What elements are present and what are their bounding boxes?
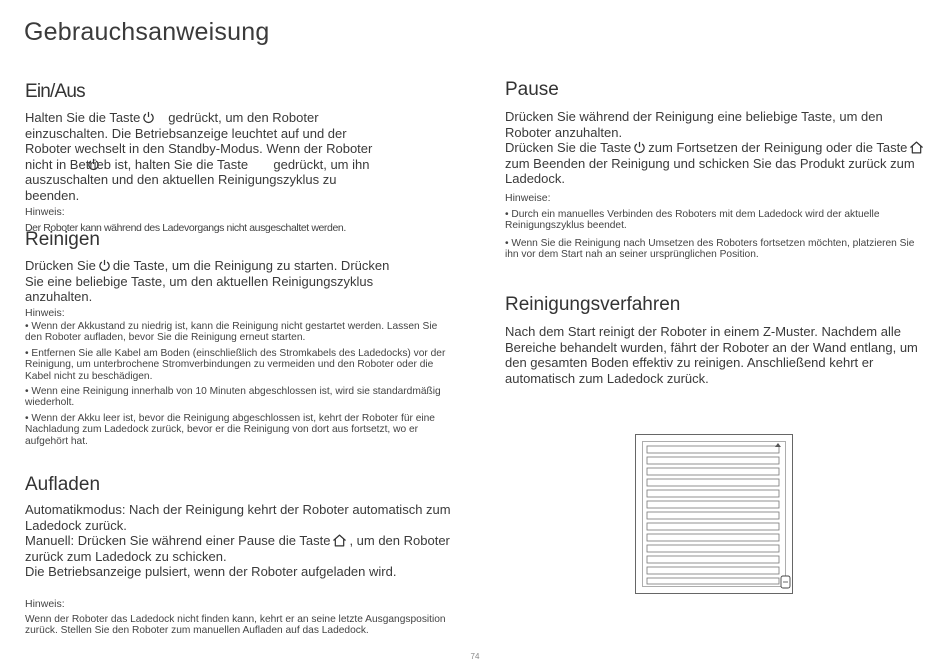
ein-aus-line-4b: gedrückt, um ihn — [273, 156, 370, 172]
section-heading-reinigungsverfahren: Reinigungsverfahren — [505, 294, 681, 315]
reinigen-line-1a: Drücken Sie — [25, 258, 96, 273]
aufladen-text-4: Die Betriebsanzeige pulsiert, wenn der Roboter aufgeladen wird. — [25, 564, 397, 580]
pause-note-list — [505, 209, 925, 265]
section-body-reinigen — [25, 258, 455, 305]
aufladen-text-1: Automatikmodus: Nach der Reinigung kehrt der Roboter automatisch zum Ladedock zurück. — [25, 502, 451, 533]
pause-text-3: zum Fortsetzen der Reinigung oder die — [648, 140, 873, 156]
section-body-pause — [505, 109, 930, 187]
section-heading-pause: Pause — [505, 79, 559, 100]
reinigen-line-2: Sie eine beliebige Taste, um den aktuellen Reinigungszyklus — [25, 273, 374, 289]
section-heading-ein-aus: Ein/Aus — [25, 81, 85, 102]
reinigen-line-1b: die Taste, um die Reinigung zu starten. Drücken — [112, 258, 390, 273]
power-icon — [87, 158, 100, 176]
pause-note-item: • Durch ein manuelles Verbinden des Roboters mit dem Ladedock wird der aktuelle Reinigungszyklus beendet. — [505, 209, 880, 232]
page-title: Gebrauchsanweisung — [24, 18, 270, 46]
power-icon — [633, 141, 646, 154]
section-heading-reinigen: Reinigen — [25, 229, 100, 250]
ein-aus-note: Der Roboter kann während des Ladevorgangs nicht ausgeschaltet werden. — [25, 222, 346, 234]
pause-text-5: zum Beenden der Reinigung und schicken Sie das Produkt zurück zum Ladedock. — [505, 155, 915, 187]
charging-dock-icon — [781, 576, 790, 588]
pause-text-2: Drücken Sie die Taste — [505, 140, 632, 156]
pause-note-label: Hinweise: — [505, 192, 551, 204]
aufladen-note: Wenn der Roboter das Ladedock nicht finden kann, kehrt er an seine letzte Ausgangsposition zurück. Stellen Sie den Roboter zum manuellen Aufladen auf das Ladedock. — [25, 614, 446, 637]
ein-aus-line-2: einzuschalten. Die Betriebsanzeige leuchtet auf und der — [25, 125, 347, 141]
aufladen-text-2: Manuell: Drücken Sie während einer Pause die Taste — [25, 533, 331, 549]
reinigen-note-item: • Wenn der Akku leer ist, bevor die Reinigung abgeschlossen ist, kehrt der Roboter für eine Nachladung zum Ladedock zurück, bevor er die Reinigung von dort aus fortsetzt, wo er aufgehört hat. — [25, 412, 435, 447]
pause-text-1: Drücken Sie während der Reinigung eine beliebige Taste, um den Roboter anzuhalten. — [505, 109, 883, 140]
z-pattern-diagram — [635, 434, 793, 594]
ein-aus-line-1a: Halten Sie die Taste — [25, 110, 141, 125]
reinigen-note-item: • Wenn eine Reinigung innerhalb von 10 Minuten abgeschlossen ist, wird sie standardmäßig wiederholt. — [25, 386, 441, 409]
pause-text-4: Taste — [876, 140, 908, 156]
page-number: 74 — [470, 652, 480, 661]
section-body-ein-aus — [25, 110, 455, 204]
reinigen-note-item: • Wenn der Akkustand zu niedrig ist, kann die Reinigung nicht gestartet werden. Lassen Sie den Roboter aufladen, bevor Sie die Reinigung erneut starten. — [25, 321, 438, 344]
reinigen-note-item: • Entfernen Sie alle Kabel am Boden (einschließlich des Stromkabels des Ladedocks) vor der Reinigung, um unterbrochene Stromverbindungen zu vermeiden und den Roboter oder die Kabel nicht zu beschädigen. — [25, 347, 446, 382]
ein-aus-line-5: auszuschalten und den aktuellen Reinigungszyklus zu — [25, 172, 337, 188]
ein-aus-line-3: Roboter wechselt in den Standby-Modus. Wenn der Roboter — [25, 141, 373, 157]
home-icon — [332, 534, 347, 547]
pause-note-item: • Wenn Sie die Reinigung nach Umsetzen des Roboters fortsetzen möchten, platzieren Sie ihn vor dem Start nah an seiner ursprünglichen Position. — [505, 237, 915, 261]
ein-aus-note-label: Hinweis: — [25, 206, 65, 218]
aufladen-note-label: Hinweis: — [25, 598, 65, 610]
reinigen-note-list — [25, 321, 451, 451]
aufladen-text-3: , um den Roboter zurück zum Ladedock zu schicken. — [25, 533, 450, 564]
ein-aus-line-4a: nicht in Betrieb ist, halten Sie die Taste — [25, 156, 249, 172]
ein-aus-line-1b: gedrückt, um den Roboter — [168, 110, 319, 125]
ein-aus-line-6: beenden. — [25, 187, 80, 203]
section-body-reinigungsverfahren: Nach dem Start reinigt der Roboter in einem Z-Muster. Nachdem alle Bereiche behandelt wurden, fährt der Roboter an der Wand entlang, um den gesamten Boden effektiv zu reinigen. Anschließend kehrt er automatisch zum Ladedock zurück. — [505, 324, 918, 386]
power-icon — [98, 259, 111, 272]
section-body-aufladen — [25, 502, 453, 580]
reinigen-line-3: anzuhalten. — [25, 289, 93, 305]
section-heading-aufladen: Aufladen — [25, 474, 101, 495]
home-icon — [909, 141, 924, 154]
power-icon — [142, 111, 155, 124]
reinigen-note-label: Hinweis: — [25, 307, 65, 319]
